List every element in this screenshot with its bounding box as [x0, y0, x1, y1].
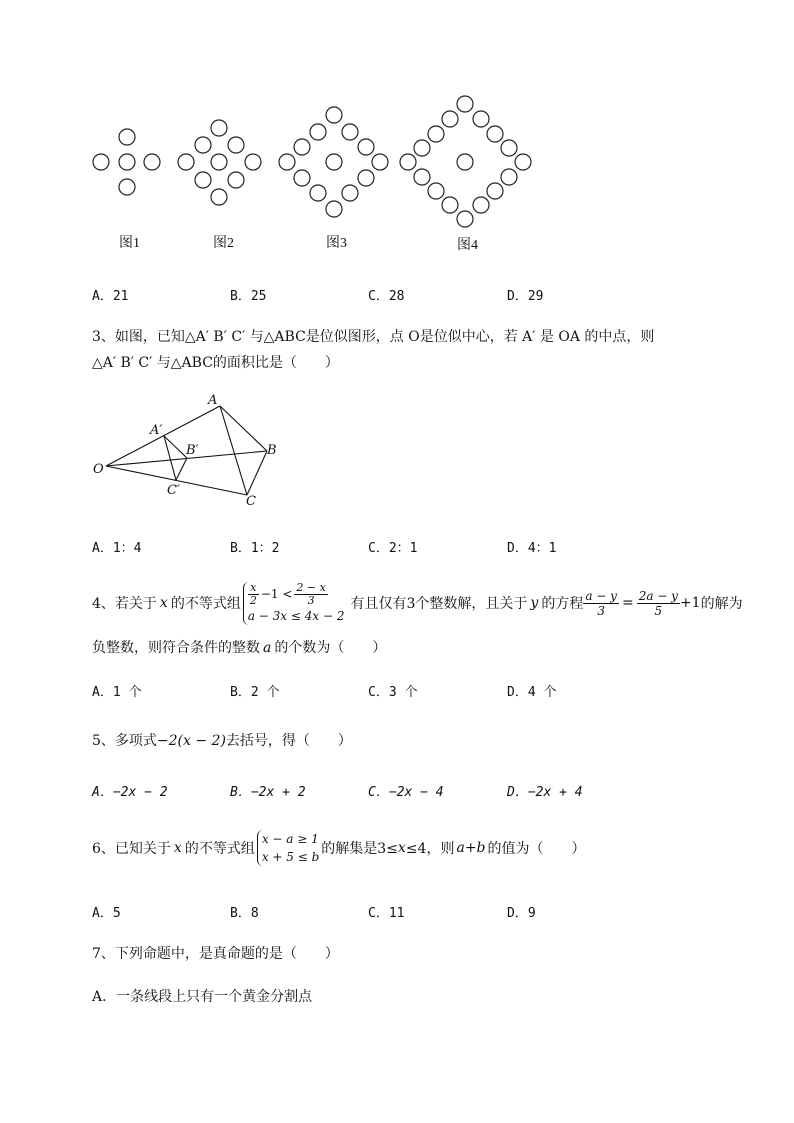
point-label-B: B [267, 443, 277, 458]
q6-mid3: ≤4，则 [405, 841, 455, 857]
pattern-circle [310, 185, 326, 201]
q4-eq-sign: = [621, 595, 634, 611]
q2-option-a[interactable]: A．21 [92, 289, 129, 304]
q3-stem-line1: 3、如图，已知△A′ B′ C′ 与△ABC是位似图形，点 O是位似中心，若 A′ 是 OA 的中点，则 [92, 329, 655, 345]
pattern-circle [310, 124, 326, 140]
pattern-circle [487, 126, 503, 142]
q6-option-d[interactable]: D．9 [507, 906, 536, 921]
pattern-circle [144, 154, 160, 170]
pattern-circle [342, 185, 358, 201]
pattern-circle [294, 170, 310, 186]
pattern-circle [457, 211, 473, 227]
q4-ineq2: a − 3x ≤ 4x − 2 [247, 608, 345, 623]
q4-eq-right [637, 589, 680, 618]
q4-var-a: a [263, 640, 272, 656]
pattern-circle [195, 172, 211, 188]
q4-eq-tail: +1 [679, 595, 701, 611]
pattern-circle [279, 154, 295, 170]
pattern-circle [428, 183, 444, 199]
pattern-circle [501, 169, 517, 185]
q6-var-x: x [173, 840, 182, 856]
q4-stem-line1 [92, 578, 743, 628]
pattern-circle [400, 154, 416, 170]
q4-var-x: x [159, 595, 168, 611]
pattern-circle [501, 140, 517, 156]
q3-option-c[interactable]: C．2：1 [368, 541, 418, 556]
q6-mid2: 的解集是3≤ [321, 841, 398, 857]
q3-option-b[interactable]: B．1：2 [230, 541, 280, 556]
figure-label-3: 图3 [326, 236, 347, 251]
pattern-circle [211, 189, 227, 205]
q4-prefix: 4、若关于 [92, 596, 157, 612]
q4-inequality-system [243, 582, 345, 625]
q2-option-b[interactable]: B．25 [230, 289, 267, 304]
q4-ineq1-left-den: 2 [249, 593, 257, 607]
pattern-circle [442, 111, 458, 127]
q5-expression: −2(x − 2) [156, 733, 226, 749]
pattern-circle [326, 154, 342, 170]
q4-option-d[interactable]: D．4 个 [507, 685, 557, 700]
point-label-C: C [246, 494, 256, 509]
q6-inequality-system [257, 830, 319, 866]
q6-suffix: 的值为（ ） [487, 841, 586, 857]
q6-prefix: 6、已知关于 [92, 841, 171, 857]
pattern-circle [119, 129, 135, 145]
q4-mid1: 的不等式组 [170, 596, 241, 612]
q6-var-x2: x [397, 840, 406, 856]
point-label-B1: B′ [186, 443, 199, 458]
q6-stem [92, 828, 586, 868]
pattern-circle [119, 179, 135, 195]
point-label-A: A [208, 393, 218, 408]
q6-mid: 的不等式组 [184, 841, 255, 857]
segment-B1C1 [176, 458, 187, 480]
pattern-circle [457, 96, 473, 112]
point-label-O: O [93, 462, 104, 477]
pattern-circle [228, 172, 244, 188]
point-label-C1: C′ [167, 483, 180, 498]
pattern-circle [195, 137, 211, 153]
figure-label-2: 图2 [213, 236, 234, 251]
q3-option-d[interactable]: D．4：1 [507, 541, 557, 556]
pattern-circle [358, 170, 374, 186]
pattern-circle [245, 154, 261, 170]
q4-mid3: 的方程 [541, 596, 584, 612]
q2-option-c[interactable]: C．28 [368, 289, 405, 304]
q7-option-a[interactable]: A．一条线段上只有一个黄金分割点 [92, 989, 313, 1005]
q4-eq-left-den: 3 [597, 603, 605, 618]
pattern-circle [372, 154, 388, 170]
q4-eq-left-num: a − y [585, 588, 617, 603]
q6-option-a[interactable]: A．5 [92, 906, 121, 921]
q5-option-a[interactable]: A．−2x − 2 [92, 785, 168, 800]
q4-option-c[interactable]: C．3 个 [368, 685, 418, 700]
q4-option-a[interactable]: A．1 个 [92, 685, 142, 700]
q4-eq-left [583, 589, 619, 618]
q4-suffix: 的解为 [700, 596, 743, 612]
segment-A1C1 [164, 436, 176, 480]
q4-eq-right-num: 2a − y [638, 588, 678, 603]
pattern-circle [228, 137, 244, 153]
pattern-circle [414, 169, 430, 185]
pattern-circle [473, 111, 489, 127]
q4-ineq1-mid: −1 < [260, 587, 293, 601]
q6-ab: a+b [456, 840, 486, 856]
pattern-circle [178, 154, 194, 170]
segment-BC [247, 451, 267, 495]
q5-option-d[interactable]: D．−2x + 4 [507, 785, 583, 800]
q4-stem-line2 [92, 637, 386, 657]
q3-stem-line2: △A′ B′ C′ 与△ABC的面积比是（ ） [92, 355, 339, 371]
q7-stem: 7、下列命题中，是真命题的是（ ） [92, 946, 339, 962]
point-label-A1: A′ [150, 423, 163, 438]
q5-prefix: 5、多项式 [92, 733, 157, 749]
pattern-circle [342, 124, 358, 140]
pattern-circle [93, 154, 109, 170]
pattern-circle [428, 126, 444, 142]
q6-ineq2: x + 5 ≤ b [261, 850, 320, 864]
q4-ineq1-right-den: 3 [307, 593, 315, 607]
pattern-circle [358, 139, 374, 155]
q6-ineq1: x − a ≥ 1 [261, 832, 319, 846]
pattern-circle [211, 154, 227, 170]
q4-mid2: 有且仅有3个整数解，且关于 [350, 596, 528, 612]
pattern-circle [211, 120, 227, 136]
pattern-circle [294, 139, 310, 155]
q5-option-b[interactable]: B．−2x + 2 [230, 785, 306, 800]
q4-eq-right-den: 5 [654, 603, 663, 618]
pattern-circle [442, 197, 458, 213]
pattern-circle [487, 183, 503, 199]
figure-label-4: 图4 [457, 238, 478, 253]
q4-option-b[interactable]: B．2 个 [230, 685, 280, 700]
q6-option-c[interactable]: C．11 [368, 906, 405, 921]
pattern-circle [515, 154, 531, 170]
q4-ineq1-left-num: x [248, 582, 259, 595]
pattern-circle [326, 201, 342, 217]
q4-line2-b: 的个数为（ ） [274, 640, 387, 656]
pattern-circle [326, 107, 342, 123]
q3-option-a[interactable]: A．1：4 [92, 541, 142, 556]
pattern-circle [457, 154, 473, 170]
q2-option-d[interactable]: D．29 [507, 289, 544, 304]
q4-var-y: y [530, 595, 539, 611]
figure-label-1: 图1 [119, 236, 140, 251]
q4-ineq1-right-num: 2 − x [296, 580, 326, 594]
q4-line2-a: 负整数，则符合条件的整数 [92, 640, 260, 656]
pattern-circle [414, 140, 430, 156]
q5-option-c[interactable]: C．−2x − 4 [368, 785, 444, 800]
q5-suffix: 去括号，得（ ） [225, 733, 352, 749]
q6-option-b[interactable]: B．8 [230, 906, 259, 921]
q5-stem [92, 730, 352, 750]
pattern-circle [473, 197, 489, 213]
pattern-circle [119, 154, 135, 170]
